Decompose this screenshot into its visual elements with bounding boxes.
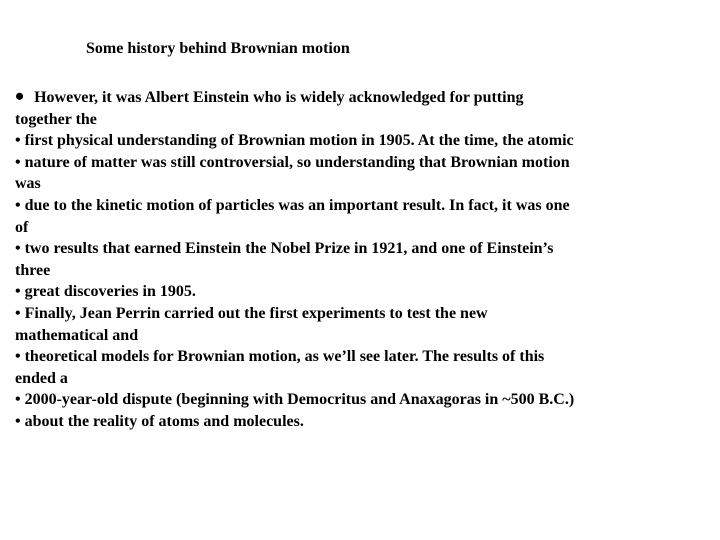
- body-line-first: [15, 82, 710, 111]
- body-line: together the: [15, 110, 97, 128]
- body-line: • two results that earned Einstein the Nobel Prize in 1921, and one of Einstein’s: [15, 240, 554, 258]
- body-line-first-text: However, it was Albert Einstein who is widely acknowledged for putting: [34, 89, 524, 106]
- bullet-icon: •: [15, 82, 25, 111]
- body-line: • great discoveries in 1905.: [15, 283, 196, 301]
- body-line: of: [15, 218, 29, 236]
- body-line: • theoretical models for Brownian motion, as we’ll see later. The results of this: [15, 348, 545, 366]
- body-line: • nature of matter was still controversial, so understanding that Brownian motion: [15, 153, 570, 171]
- body-line: • 2000-year-old dispute (beginning with Democritus and Anaxagoras in ~500 B.C.): [15, 391, 575, 409]
- body-line: • about the reality of atoms and molecules.: [15, 412, 304, 430]
- body-line: mathematical and: [15, 326, 139, 344]
- body-line: was: [15, 175, 41, 193]
- slide-body: [15, 82, 710, 433]
- slide-title: Some history behind Brownian motion: [86, 40, 350, 57]
- body-line: three: [15, 261, 51, 279]
- body-line: • first physical understanding of Brownian motion in 1905. At the time, the atomic: [15, 132, 574, 150]
- body-line: • due to the kinetic motion of particles was an important result. In fact, it was one: [15, 196, 570, 214]
- body-line: • Finally, Jean Perrin carried out the first experiments to test the new: [15, 304, 488, 322]
- body-line: ended a: [15, 369, 68, 387]
